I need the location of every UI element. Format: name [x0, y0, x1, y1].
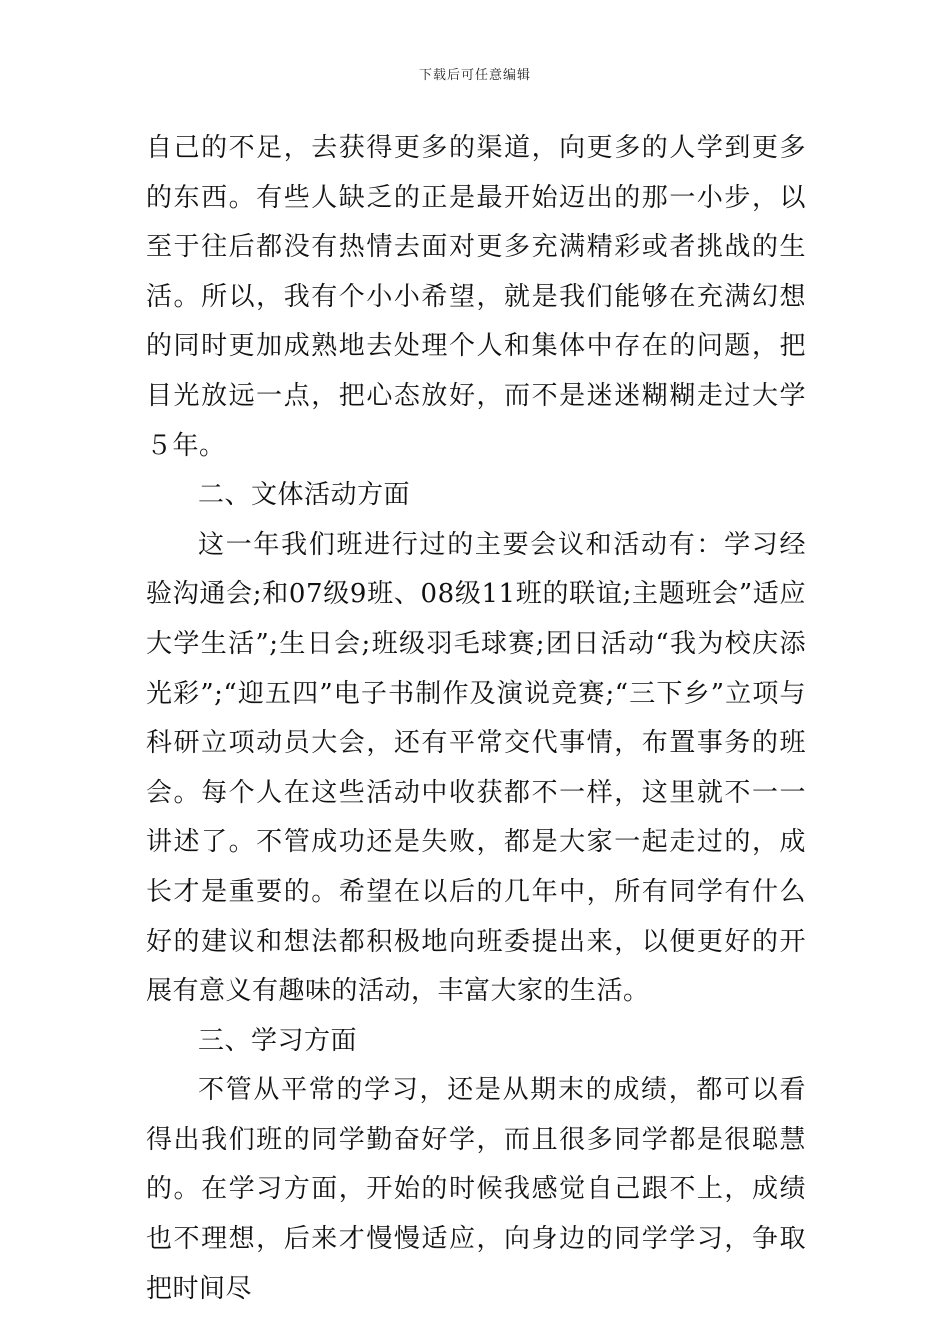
paragraph-continuation: 自己的不足，去获得更多的渠道，向更多的人学到更多的东西。有些人缺乏的正是最开始迈出的那一小步，以至于往后都没有热情去面对更多充满精彩或者挑战的生活。所以，我有个小小希望，就是我们能够在充满幻想的同时更加成熟地去处理个人和集体中存在的问题，把目光放远一点，把心态放好，而不是迷迷糊糊走过大学５年。	[146, 133, 806, 461]
paragraph-study: 不管从平常的学习，还是从期末的成绩，都可以看得出我们班的同学勤奋好学，而且很多同学都是很聪慧的。在学习方面，开始的时候我感觉自己跟不上，成绩也不理想，后来才慢慢适应，向身边的同学学习，争取把时间尽	[146, 1075, 806, 1304]
document-body	[146, 124, 806, 1314]
paragraph-activities: 这一年我们班进行过的主要会议和活动有：学习经验沟通会;和07级9班、08级11班的联谊;主题班会”适应大学生活”;生日会;班级羽毛球赛;团日活动“我为校庆添光彩”;“迎五四”电子书制作及演说竞赛;“三下乡”立项与科研立项动员大会，还有平常交代事情，布置事务的班会。每个人在这些活动中收获都不一样，这里就不一一讲述了。不管成功还是失败，都是大家一起走过的，成长才是重要的。希望在以后的几年中，所有同学有什么好的建议和想法都积极地向班委提出来，以便更好的开展有意义有趣味的活动，丰富大家的生活。	[146, 529, 806, 1007]
page-header: 下载后可任意编辑	[418, 68, 531, 83]
section-heading-cultural-sports: 二、文体活动方面	[198, 480, 411, 511]
section-heading-study: 三、学习方面	[198, 1025, 358, 1056]
